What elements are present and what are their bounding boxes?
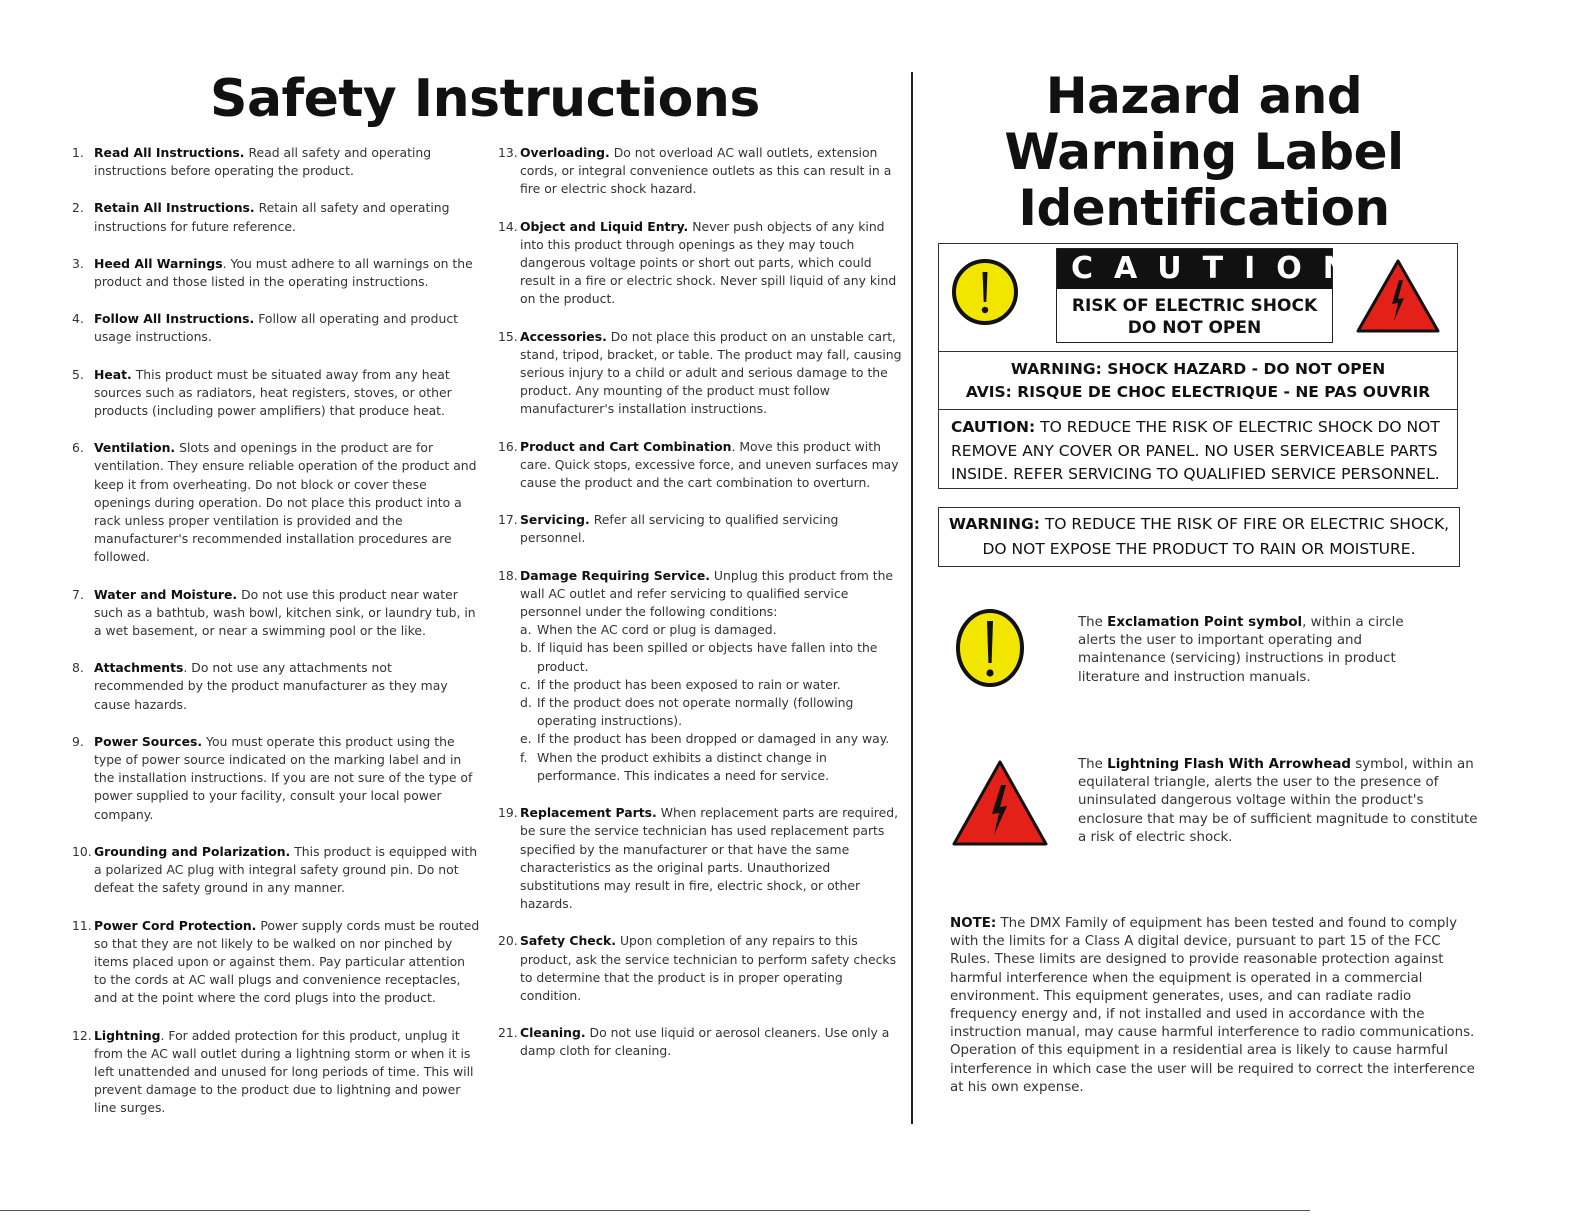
list-item: 9. Power Sources. You must operate this product using the type of power source indicated on the marking label and in the installation instructions. If you are not sure of the type of power supplied to your facility, consult your local power company. [72,733,473,822]
list-item: 10. Grounding and Polarization. This product is equipped with a polarized AC plug with integral safety ground pin. Do not defeat the safety ground in any manner. [72,843,478,896]
list-item: 8. Attachments. Do not use any attachments not recommended by the product manufacturer as they may cause hazards. [72,660,448,712]
lightning-triangle-icon [1355,258,1441,334]
sub-item: c. If the product has been exposed to rain or water. [520,676,841,692]
list-item: 15. Accessories. Do not place this product on an unstable cart, stand, tripod, bracket, or table. The product may fall, causing serious injury to a child or adult and serious damage to the product. Any mounting of the product must follow manufacturer's installation instructions. [498,328,902,417]
list-item-damage: 18. Damage Requiring Service. Unplug this product from the wall AC outlet and refer servicing to qualified service personnel under the following conditions: a. When the AC cord or plug is damaged. b. If liquid has been spilled or objects have fallen into the product. c. If the product has been exposed to rain or water. d. If the product does not operate normally (following operating instructions). e. If the product has been dropped or damaged in any way. f. When the product exhibits a distinct change in performance. This indicates a need for service. [498,567,902,785]
safety-list-middle [498,144,902,1080]
column-divider [911,72,913,1124]
sub-item: e. If the product has been dropped or damaged in any way. [520,731,890,747]
list-item: 20. Safety Check. Upon completion of any repairs to this product, ask the service technician to perform safety checks to determine that the product is in proper operating condition. [498,933,897,1003]
lightning-triangle-icon [950,758,1050,848]
caution-risk-text: RISK OF ELECTRIC SHOCK DO NOT OPEN [1071,296,1318,338]
list-item: 1. Read All Instructions. Read all safety and operating instructions before operating the product. [72,145,432,179]
warning-lines: WARNING: SHOCK HAZARD - DO NOT OPEN AVIS: RISQUE DE CHOC ELECTRIQUE - NE PAS OUVRIR [939,352,1457,410]
list-item: 11. Power Cord Protection. Power supply cords must be routed so that they are not likely to be walked on nor pinched by items placed upon or against them. Pay particular attention to the cords at AC wall plugs and convenience receptacles, and at the point where the cord plugs into the product. [72,917,480,1006]
list-item: 5. Heat. This product must be situated away from any heat sources such as radiators, heat registers, stoves, or other products (including power amplifiers) that produce heat. [72,366,452,419]
caution-banner: CAUTION [1057,249,1332,289]
sub-item: a. When the AC cord or plug is damaged. [520,622,777,638]
safety-list-left [72,144,480,1137]
list-item: 7. Water and Moisture. Do not use this product near water such as a bathtub, wash bowl, kitchen sink, or laundry tub, in a wet basement, or near a swimming pool or the like. [72,586,476,639]
sub-item: f. When the product exhibits a distinct change in performance. This indicates a need for service. [520,749,830,783]
exclamation-circle-icon [954,607,1026,689]
sub-item: d. If the product does not operate normally (following operating instructions). [520,695,854,729]
list-item: 4. Follow All Instructions. Follow all operating and product usage instructions. [72,311,459,345]
caution-header-row [939,244,1457,352]
fire-warning-box: WARNING: TO REDUCE THE RISK OF FIRE OR ELECTRIC SHOCK, DO NOT EXPOSE THE PRODUCT TO RAIN OR MOISTURE. [938,507,1460,567]
list-item: 6. Ventilation. Slots and openings in the product are for ventilation. They ensure reliable operation of the product and keep it from overheating. Do not block or cover these openings during operation. Do not place this product into a rack unless proper ventilation is provided and the manufacturer's recommended installation procedures are followed. [72,440,477,565]
exclamation-circle-icon [951,258,1019,326]
hazard-label-title: Hazard and Warning Label Identification [1004,67,1404,237]
list-item: 17. Servicing. Refer all servicing to qualified servicing personnel. [498,512,839,546]
list-item: 14. Object and Liquid Entry. Never push objects of any kind into this product through openings as they may touch dangerous voltage points or short out parts, which could result in a fire or electric shock. Never spill liquid of any kind on the product. [498,218,897,307]
safety-instructions-title: Safety Instructions [210,69,760,129]
exclamation-description: The Exclamation Point symbol, within a circle alerts the user to important operating and maintenance (servicing) instructions in product literature and instruction manuals. [1078,615,1404,685]
list-item: 3. Heed All Warnings. You must adhere to all warnings on the product and those listed in the operating instructions. [72,255,473,290]
list-item: 12. Lightning. For added protection for this product, unplug it from the AC wall outlet during a lightning storm or when it is left unattended and unused for long periods of time. This will prevent damage to the product due to lightning and power line surges. [72,1027,474,1116]
lightning-description: The Lightning Flash With Arrowhead symbol, within an equilateral triangle, alerts the user to the presence of uninsulated dangerous voltage within the product's enclosure that may be of sufficient magnitude to constitute a risk of electric shock. [1078,757,1478,845]
list-item: 2. Retain All Instructions. Retain all safety and operating instructions for future reference. [72,200,450,234]
caution-label [1056,248,1369,343]
list-item: 13. Overloading. Do not overload AC wall outlets, extension cords, or integral convenience outlets as this can result in a fire or electric shock hazard. [498,145,892,197]
caution-text: CAUTION: TO REDUCE THE RISK OF ELECTRIC SHOCK DO NOT REMOVE ANY COVER OR PANEL. NO USER SERVICEABLE PARTS INSIDE. REFER SERVICING TO QUALIFIED SERVICE PERSONNEL. [951,418,1440,483]
list-item: 21. Cleaning. Do not use liquid or aerosol cleaners. Use only a damp cloth for cleaning. [498,1025,890,1059]
caution-label-box [938,243,1458,489]
fcc-note: NOTE: The DMX Family of equipment has been tested and found to comply with the limits for a Class A digital device, pursuant to part 15 of the FCC Rules. These limits are designed to provide reasonable protection against harmful interference when the equipment is operated in a commercial environment. This equipment generates, uses, and can radiate radio frequency energy and, if not installed and used in accordance with the instruction manual, may cause harmful interference to radio communications. Operation of this equipment in a residential area is likely to cause harmful interference in which case the user will be required to correct the interference at his own expense. [950,916,1475,1095]
list-item: 19. Replacement Parts. When replacement parts are required, be sure the service technician has used replacement parts specified by the manufacturer or that have the same characteristics as the original parts. Unauthorized substitutions may result in fire, electric shock, or other hazards. [498,805,899,912]
list-item: 16. Product and Cart Combination. Move this product with care. Quick stops, excessive force, and uneven surfaces may cause the product and the cart combination to overturn. [498,438,899,491]
sub-item: b. If liquid has been spilled or objects have fallen into the product. [520,640,878,674]
page-bottom-rule [0,1210,1310,1211]
